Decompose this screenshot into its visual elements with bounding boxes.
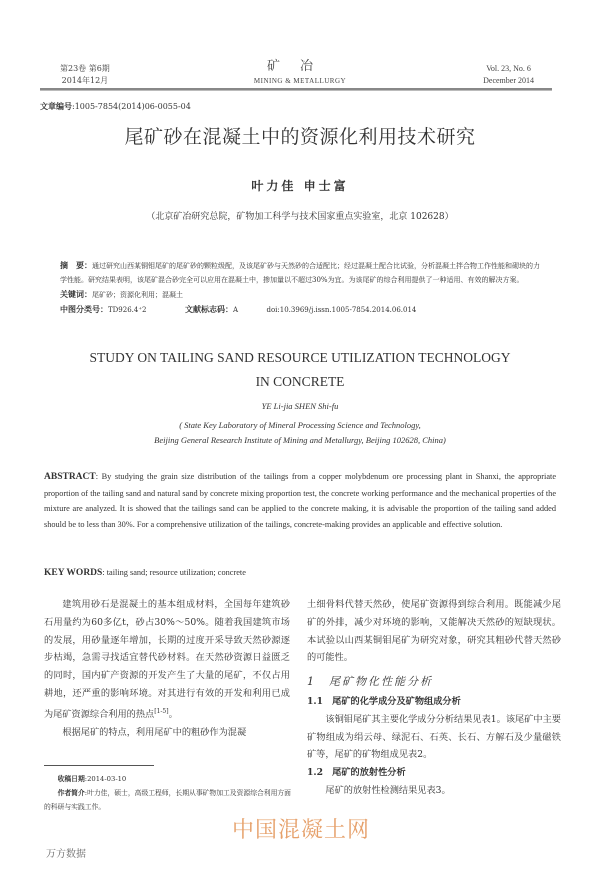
abstract-en-label: ABSTRACT xyxy=(44,472,96,482)
paragraph: 该铜钼尾矿其主要化学成分分析结果见表1。该尾矿中主要矿物组成为绢云母、绿泥石、石英、长石、方解石及少量磁铁矿等，尾矿的矿物组成见表2。 xyxy=(307,713,561,761)
date-cn: 2014年12月 xyxy=(61,76,109,85)
title-cn: 尾矿砂在混凝土中的资源化利用技术研究 xyxy=(124,126,476,148)
volume-issue-en: Vol. 23, No. 6 xyxy=(486,64,531,73)
abstract-cn-text: 通过研究山西某铜钼尾矿的尾矿砂的颗粒级配，及该尾矿砂与天然砂的合适配比；经过混凝土配合比试验，分析混凝土拌合物工作性能和砌块的力学性能。研究结果表明，该尾矿混合砂完全可以应用在混凝土中，掺加量以不超过30%为宜。为该尾矿的综合利用提供了一种适用、有效的解决方案。 xyxy=(60,262,540,284)
keywords-cn: 尾矿砂；资源化利用；混凝土 xyxy=(92,291,183,299)
paragraph-end: 。 xyxy=(168,708,178,720)
source-label: 万方数据 xyxy=(46,849,86,860)
keywords-en-text: : tailing sand; resource utilization; concrete xyxy=(102,568,246,577)
affiliation-en xyxy=(0,418,600,448)
article-number-label: 文章编号 xyxy=(40,101,72,111)
abstract-cn-label: 摘 要： xyxy=(60,260,92,270)
header-rule xyxy=(40,88,552,91)
volume-issue-cn: 第23卷 第6期 xyxy=(60,64,110,73)
watermark: 中国混凝土网 xyxy=(232,818,371,843)
received-label: 收稿日期 xyxy=(57,775,85,783)
title-en xyxy=(0,346,600,394)
footnote-rule xyxy=(44,765,154,766)
abstract-en xyxy=(44,469,556,532)
citation[interactable]: [1-5] xyxy=(154,707,169,715)
doc-code: A xyxy=(232,306,239,314)
affiliation-cn: （北京矿冶研究总院，矿物加工科学与技术国家重点实验室，北京 102628） xyxy=(146,212,454,222)
abstract-cn xyxy=(60,258,540,317)
keywords-en-label: KEY WORDS xyxy=(44,568,103,578)
issue-info-en xyxy=(483,63,534,87)
bio-label: 作者简介 xyxy=(57,789,85,797)
received-date: :2014-03-10 xyxy=(84,775,127,783)
doc-code-label: 文献标志码： xyxy=(184,304,233,314)
keywords-en xyxy=(44,568,246,578)
doi[interactable]: doi:10.3969/j.issn.1005-7854.2014.06.014 xyxy=(266,306,417,314)
authors-en: YE Li-jia SHEN Shi-fu xyxy=(261,401,339,411)
paragraph: 尾矿的放射性检测结果见表3。 xyxy=(325,784,451,796)
journal-name-en: MINING & METALLURGY xyxy=(253,77,347,85)
subsection-heading: 1.1 尾矿的化学成分及矿物组成分析 xyxy=(307,695,461,707)
subsection-heading: 1.2 尾矿的放射性分析 xyxy=(307,767,406,779)
paragraph xyxy=(44,596,290,724)
clc-number: TD926.4⁺2 xyxy=(108,306,147,314)
paragraph: 土细骨料代替天然砂，使尾矿资源得到综合利用。既能减少尾矿的外排，减少对环境的影响，又能解决天然砂的短缺现状。本试验以山西某铜钼尾矿为研究对象，研究其粗砂代替天然砂的可能性。 xyxy=(307,599,561,664)
title-en-line2: IN CONCRETE xyxy=(255,374,345,389)
footnote xyxy=(44,772,294,814)
clc-label: 中图分类号： xyxy=(60,304,108,314)
affiliation-en-line1: ( State Key Laboratory of Mineral Processing Science and Technology, xyxy=(179,420,421,430)
keywords-cn-label: 关键词： xyxy=(60,289,92,299)
authors-cn: 叶力佳 申士富 xyxy=(251,179,349,193)
date-en: December 2014 xyxy=(483,76,534,85)
body-column-right xyxy=(307,596,561,800)
paragraph-text: 建筑用砂石是混凝土的基本组成材料，全国每年建筑砂石用量约为60多亿t，砂占30%～50%。随着我国建筑市场的发展，用砂量逐年增加，长期的过度开采导致天然砂源逐步枯竭，急需寻找适宜替代砂材料。在天然砂资源日益匮乏的同时，国内矿产资源的开发产生了大量的尾矿，不仅占用耕地，还严重的影响环境。对其进行有效的开发和利用已成为尾矿资源综合利用的热点 xyxy=(44,599,290,720)
article-number xyxy=(40,101,191,112)
abstract-en-text: : By studying the grain size distribution of the tailings from a copper molybdenum ore processing plant in Shanxi, the appropriate proportion of the tailing sand and natural sand by concrete mixing proportion test, the concrete working performance and the mechanical properties of the mixture are analyzed. It is showed that the tailings sand can be applied to the concrete making, it is advisable the proportion of the tailing sand added should be to less than 30%. For a comprehensive utilization of the tailings, concrete-making provides an applicable and effective solution. xyxy=(44,472,556,529)
affiliation-en-line2: Beijing General Research Institute of Mining and Metallurgy, Beijing 102628, China) xyxy=(154,435,446,445)
paragraph: 根据尾矿的特点，利用尾矿中的粗砂作为混凝 xyxy=(62,726,247,738)
bio-text: :叶力佳，硕士，高级工程师，长期从事矿物加工及资源综合利用方面的科研与实践工作。 xyxy=(44,789,291,811)
title-en-line1: STUDY ON TAILING SAND RESOURCE UTILIZATION TECHNOLOGY xyxy=(89,350,511,365)
section-heading: 1 尾矿物化性能分析 xyxy=(307,675,433,689)
article-number-value: :1005-7854(2014)06-0055-04 xyxy=(72,102,191,111)
journal-name-cn: 矿冶 xyxy=(266,59,333,74)
body-column-left xyxy=(44,596,290,741)
